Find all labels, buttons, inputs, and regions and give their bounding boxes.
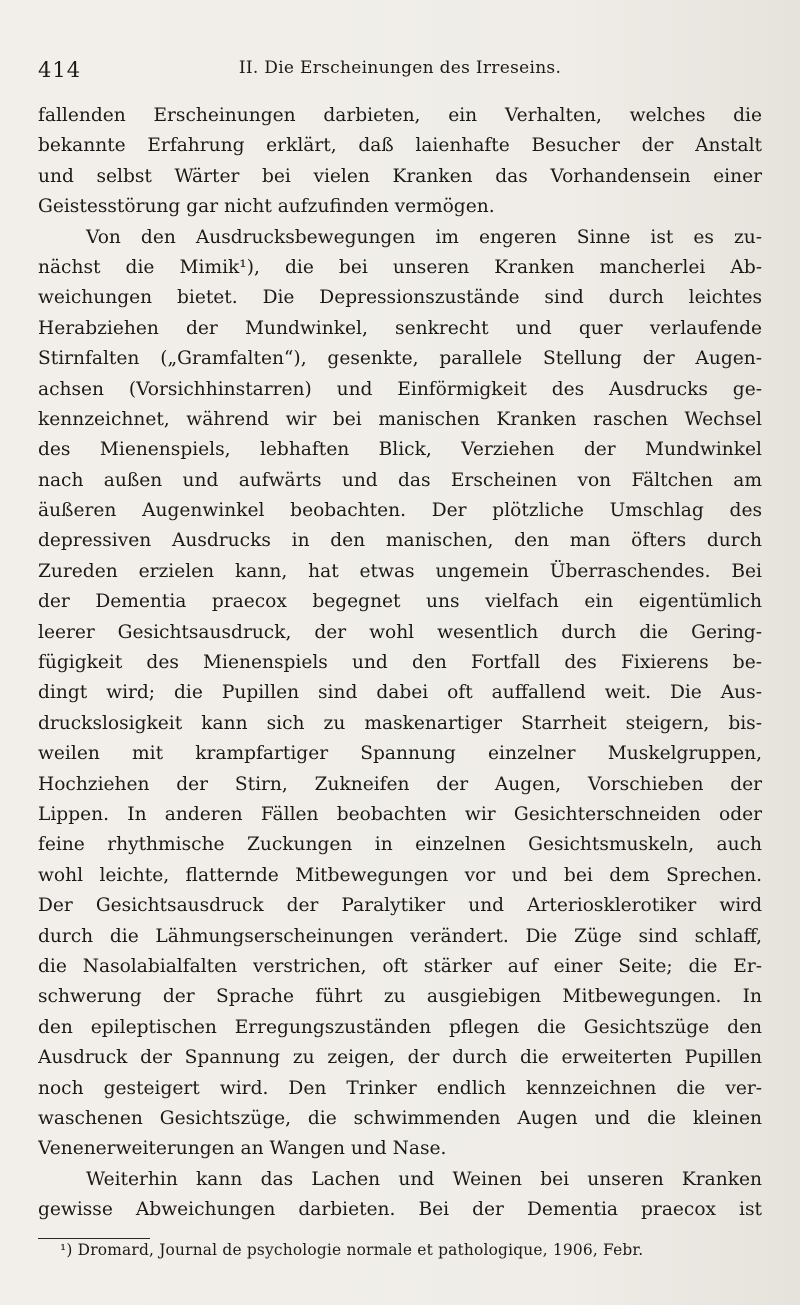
text-line: weilen mit krampfartiger Spannung einzelner Muskelgruppen,	[38, 743, 762, 765]
text-line: des Mienenspiels, lebhaften Blick, Verziehen der Mundwinkel	[38, 439, 762, 461]
text-line: gewisse Abweichungen darbieten. Bei der Dementia praecox ist	[38, 1199, 762, 1221]
text-line: kennzeichnet, während wir bei manischen Kranken raschen Wechsel	[38, 408, 762, 430]
text-line: feine rhythmische Zuckungen in einzelnen Gesichtsmuskeln, auch	[38, 834, 762, 856]
page-number: 414	[38, 58, 82, 82]
text-line: äußeren Augenwinkel beobachten. Der plötzliche Umschlag des	[38, 500, 762, 522]
text-line: leerer Gesichtsausdruck, der wohl wesentlich durch die Gering-	[38, 621, 762, 643]
text-line: und selbst Wärter bei vielen Kranken das Vorhandensein einer	[38, 165, 762, 187]
text-line: Stirnfalten („Gramfalten“), gesenkte, parallele Stellung der Augen-	[38, 348, 762, 370]
text-line: fügigkeit des Mienenspiels und den Fortfall des Fixierens be-	[38, 652, 762, 674]
text-line: Herabziehen der Mundwinkel, senkrecht und quer verlaufende	[38, 317, 762, 339]
text-line: wohl leichte, flatternde Mitbewegungen vor und bei dem Sprechen.	[38, 864, 762, 886]
text-line: Hochziehen der Stirn, Zukneifen der Augen, Vorschieben der	[38, 773, 762, 795]
text-line: waschenen Gesichtszüge, die schwimmenden Augen und die kleinen	[38, 1107, 762, 1129]
text-line: Ausdruck der Spannung zu zeigen, der durch die erweiterten Pupillen	[38, 1047, 762, 1069]
text-line: den epileptischen Erregungszuständen pflegen die Gesichtszüge den	[38, 1016, 762, 1038]
text-line: nächst die Mimik¹), die bei unseren Kranken mancherlei Ab-	[38, 256, 762, 278]
text-line: Venenerweiterungen an Wangen und Nase.	[38, 1138, 447, 1160]
text-line: dingt wird; die Pupillen sind dabei oft auffallend weit. Die Aus-	[38, 682, 762, 704]
text-line: nach außen und aufwärts und das Erscheinen von Fältchen am	[38, 469, 762, 491]
text-line: schwerung der Sprache führt zu ausgiebigen Mitbewegungen. In	[38, 986, 762, 1008]
footnote-rule	[38, 1238, 150, 1239]
text-line: druckslosigkeit kann sich zu maskenartiger Starrheit steigern, bis-	[38, 712, 762, 734]
text-line: weichungen bietet. Die Depressionszustände sind durch leichtes	[38, 287, 762, 309]
text-line: depressiven Ausdrucks in den manischen, den man öfters durch	[38, 530, 762, 552]
text-line: Geistesstörung gar nicht aufzufinden vermögen.	[38, 196, 495, 218]
text-line: Lippen. In anderen Fällen beobachten wir Gesichterschneiden oder	[38, 803, 762, 825]
running-title: II. Die Erscheinungen des Irreseins.	[238, 58, 562, 78]
text-line: noch gesteigert wird. Den Trinker endlich kennzeichnen die ver-	[38, 1077, 762, 1099]
text-line: durch die Lähmungserscheinungen verändert. Die Züge sind schlaff,	[38, 925, 762, 947]
text-line: bekannte Erfahrung erklärt, daß laienhafte Besucher der Anstalt	[38, 135, 762, 157]
text-line: achsen (Vorsichhinstarren) und Einförmigkeit des Ausdrucks ge-	[38, 378, 762, 400]
text-line: Zureden erzielen kann, hat etwas ungemein Überraschendes. Bei	[38, 560, 762, 582]
footnote: ¹) Dromard, Journal de psychologie normale et pathologique, 1906, Febr.	[60, 1241, 644, 1259]
text-line: Von den Ausdrucksbewegungen im engeren Sinne ist es zu-	[86, 226, 762, 248]
text-line: Der Gesichtsausdruck der Paralytiker und Arteriosklerotiker wird	[38, 895, 762, 917]
body-text	[38, 101, 762, 1225]
text-line: der Dementia praecox begegnet uns vielfach ein eigentümlich	[38, 591, 762, 613]
text-line: die Nasolabialfalten verstrichen, oft stärker auf einer Seite; die Er-	[38, 955, 762, 977]
text-line: Weiterhin kann das Lachen und Weinen bei unseren Kranken	[86, 1168, 762, 1190]
running-head	[38, 58, 762, 84]
text-line: fallenden Erscheinungen darbieten, ein Verhalten, welches die	[38, 105, 762, 126]
